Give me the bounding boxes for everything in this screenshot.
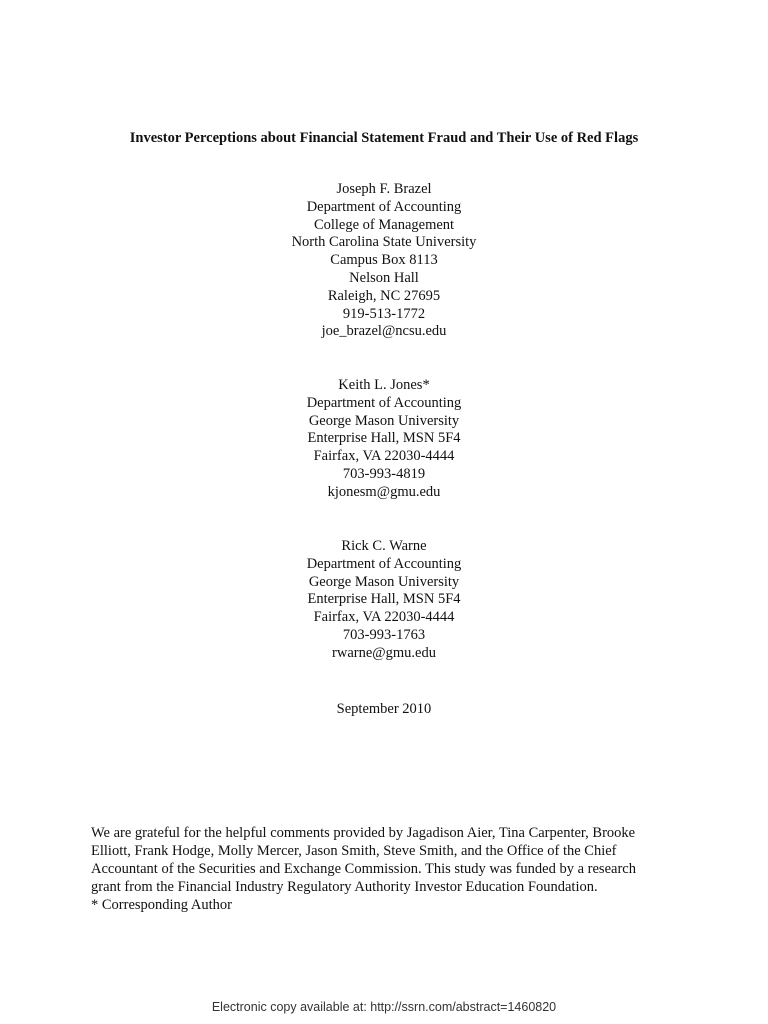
paper-date: September 2010: [336, 701, 432, 717]
author-city: Fairfax, VA 22030-4444: [313, 448, 455, 465]
author-department: Department of Accounting: [306, 394, 462, 411]
author-building: Nelson Hall: [349, 269, 419, 286]
author-phone: 703-993-1763: [342, 626, 426, 643]
author-university: George Mason University: [308, 412, 460, 429]
paper-title: Investor Perceptions about Financial Statement Fraud and Their Use of Red Flags: [129, 130, 639, 146]
author-box: Campus Box 8113: [330, 252, 438, 269]
author-university: George Mason University: [308, 573, 460, 590]
author-name: Joseph F. Brazel: [336, 181, 432, 197]
author-college: College of Management: [313, 216, 455, 233]
author-block-brazel: [0, 181, 768, 341]
acknowledgement-line: Accountant of the Securities and Exchange Commission. This study was funded by a research: [91, 861, 636, 877]
author-email: rwarne@gmu.edu: [332, 644, 436, 661]
author-name: Rick C. Warne: [341, 538, 427, 554]
author-block-warne: [0, 538, 768, 663]
author-department: Department of Accounting: [306, 198, 462, 215]
author-city: Fairfax, VA 22030-4444: [313, 609, 455, 626]
acknowledgement-line: Elliott, Frank Hodge, Molly Mercer, Jason Smith, Steve Smith, and the Office of the Chief: [91, 843, 617, 859]
author-phone: 919-513-1772: [342, 305, 426, 322]
author-city: Raleigh, NC 27695: [327, 287, 441, 304]
author-phone: 703-993-4819: [342, 465, 426, 482]
author-block-jones: [0, 377, 768, 502]
acknowledgement-paragraph: [91, 824, 681, 914]
acknowledgement-line: grant from the Financial Industry Regulatory Authority Investor Education Foundation.: [91, 879, 598, 895]
author-email: joe_brazel@ncsu.edu: [321, 323, 447, 340]
author-email: kjonesm@gmu.edu: [327, 483, 441, 500]
author-name: Keith L. Jones*: [338, 377, 430, 393]
corresponding-author-note: * Corresponding Author: [91, 897, 232, 913]
author-department: Department of Accounting: [306, 555, 462, 572]
ssrn-footer: Electronic copy available at: http://ssrn.com/abstract=1460820: [211, 1000, 557, 1014]
author-building: Enterprise Hall, MSN 5F4: [307, 591, 461, 608]
acknowledgement-line: We are grateful for the helpful comments provided by Jagadison Aier, Tina Carpenter, Brooke: [91, 825, 636, 841]
author-building: Enterprise Hall, MSN 5F4: [307, 430, 461, 447]
author-university: North Carolina State University: [291, 234, 477, 251]
